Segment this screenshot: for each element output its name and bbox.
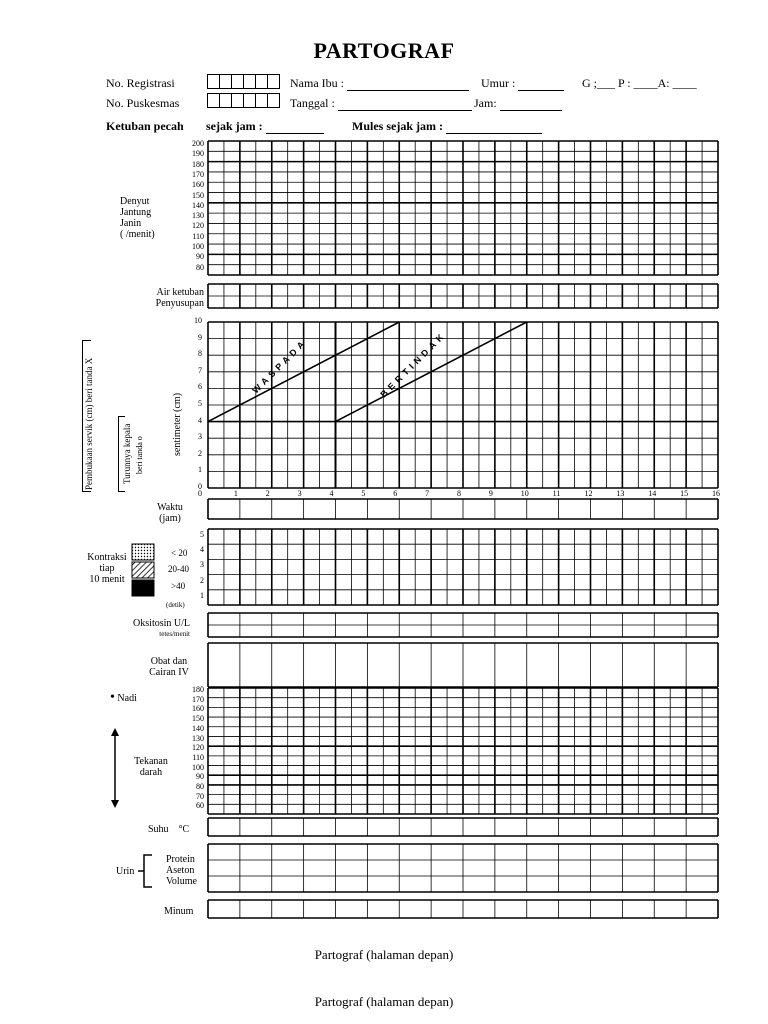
axis-tick: 4: [198, 415, 202, 425]
axis-tick: 140: [192, 723, 204, 733]
axis-tick: 8: [198, 349, 202, 359]
x-tick: 6: [393, 489, 398, 498]
x-tick: 13: [616, 489, 625, 498]
obat-grid[interactable]: [208, 643, 718, 687]
urin-brace: [138, 853, 158, 889]
tekanan-arrow-icon: [109, 728, 121, 808]
axis-tick: 1: [198, 465, 202, 475]
tanggal-field[interactable]: [338, 98, 472, 111]
axis-tick: 90: [196, 772, 204, 782]
urin-label: Urin: [116, 866, 135, 877]
waspada-text: WASPADA: [250, 336, 310, 396]
axis-tick: 190: [192, 149, 204, 159]
axis-tick: 100: [192, 762, 204, 772]
caption-2: Partograf (halaman depan): [314, 994, 454, 1009]
oksitosin-grid[interactable]: [208, 613, 718, 637]
serviks-x-ticks: [208, 489, 718, 499]
air-ketuban-label: Air ketuban Penyusupan: [155, 287, 204, 309]
x-tick: 8: [457, 489, 461, 498]
x-tick: 1: [233, 489, 238, 498]
axis-tick: 80: [196, 262, 204, 272]
axis-tick: 5: [198, 399, 202, 408]
tekanan-grid[interactable]: [208, 688, 718, 814]
axis-tick: 6: [198, 382, 202, 392]
x-tick: 16: [712, 489, 720, 498]
nadi-label: • Nadi: [110, 690, 137, 705]
no-registrasi-label: No. Registrasi: [106, 76, 175, 90]
bertindak-text: BERTINDAK: [378, 329, 449, 400]
x-tick: 15: [680, 489, 689, 498]
no-registrasi-boxes[interactable]: [208, 74, 280, 89]
axis-tick: 2: [198, 448, 202, 458]
jam-field[interactable]: [500, 98, 562, 111]
axis-tick: 3: [200, 560, 204, 570]
sejak-jam-field[interactable]: [266, 121, 324, 134]
x-zero-tick: 0: [198, 489, 202, 498]
axis-tick: 100: [192, 242, 204, 251]
axis-tick: 170: [192, 694, 204, 704]
x-tick: 2: [265, 489, 270, 498]
axis-tick: 60: [196, 801, 204, 811]
djj-label: Denyut Jantung Janin ( /menit): [120, 196, 155, 240]
tekanan-label: Tekanan darah: [134, 756, 168, 778]
axis-tick: 180: [192, 159, 204, 169]
axis-tick: 3: [198, 432, 202, 442]
axis-tick: 0: [198, 482, 202, 491]
axis-tick: 150: [192, 190, 204, 200]
x-tick: 3: [297, 489, 302, 498]
legend-20-40: 20-40: [168, 564, 189, 574]
axis-tick: 150: [192, 714, 204, 724]
suhu-label: Suhu °C: [148, 824, 190, 835]
cm-axis-label: sentimeter (cm): [172, 392, 183, 456]
axis-tick: 110: [192, 752, 204, 762]
suhu-grid[interactable]: [208, 818, 718, 836]
axis-tick: 10: [194, 316, 202, 325]
axis-tick: 90: [196, 252, 204, 262]
kontraksi-grid[interactable]: [208, 529, 718, 605]
ketuban-pecah-label: Ketuban pecah: [106, 119, 184, 133]
axis-tick: 160: [192, 180, 204, 190]
axis-tick: 2: [200, 575, 204, 585]
detik-label: (detik): [166, 601, 185, 609]
tanggal-label: Tanggal :: [290, 96, 335, 110]
x-tick: 9: [488, 489, 493, 498]
page-title: PARTOGRAF: [313, 38, 455, 63]
kontraksi-label: Kontraksi tiap 10 menit: [87, 552, 127, 585]
gpa-field[interactable]: G ;___ P : ____A: ____: [582, 76, 697, 90]
pembukaan-label: Pembukaan servik (cm) beri tanda X: [84, 357, 94, 490]
axis-tick: 4: [200, 545, 204, 555]
axis-tick: 70: [196, 791, 204, 801]
legend-gt40: >40: [171, 581, 186, 591]
jam-label: Jam:: [474, 96, 497, 110]
axis-tick: 130: [192, 733, 204, 743]
axis-tick: 7: [198, 365, 202, 375]
mules-label: Mules sejak jam :: [352, 119, 443, 133]
axis-tick: 80: [196, 782, 204, 791]
turun-sub-label: beri tanda o: [135, 436, 144, 474]
x-tick: 7: [425, 489, 430, 498]
umur-field[interactable]: [518, 78, 564, 91]
axis-tick: 120: [192, 743, 204, 753]
axis-tick: 130: [192, 211, 204, 221]
serviks-grid[interactable]: [208, 322, 718, 488]
oksitosin-label: Oksitosin U/L tetes/menit: [133, 618, 190, 638]
x-tick: 5: [361, 489, 366, 498]
no-puskesmas-label: No. Puskesmas: [106, 96, 180, 110]
urin-grid[interactable]: [208, 844, 718, 892]
no-puskesmas-boxes[interactable]: [208, 93, 280, 108]
x-tick: 12: [584, 489, 593, 498]
axis-tick: 140: [192, 200, 204, 210]
caption-1: Partograf (halaman depan): [314, 947, 454, 962]
minum-label: Minum: [164, 906, 194, 917]
turun-label: Turunnya kepala: [122, 423, 132, 484]
axis-tick: 120: [192, 221, 204, 231]
x-tick: 4: [329, 489, 334, 498]
waktu-label: Waktu (jam): [157, 502, 183, 524]
axis-tick: 5: [200, 530, 204, 539]
axis-tick: 200: [192, 139, 204, 148]
mules-field[interactable]: [446, 121, 542, 134]
axis-tick: 1: [200, 590, 204, 600]
x-tick: 10: [520, 489, 529, 498]
axis-tick: 9: [198, 332, 202, 342]
x-tick: 14: [648, 489, 657, 498]
urin-items: Protein Aseton Volume: [166, 854, 197, 887]
minum-grid[interactable]: [208, 900, 718, 918]
waktu-grid[interactable]: [208, 499, 718, 519]
kontraksi-legend-swatches: [131, 543, 157, 599]
axis-tick: 160: [192, 704, 204, 714]
obat-label: Obat dan Cairan IV: [149, 656, 189, 678]
axis-tick: 170: [192, 169, 204, 179]
sejak-jam-label: sejak jam :: [206, 119, 263, 133]
axis-tick: 110: [192, 231, 204, 241]
air-ketuban-grid[interactable]: [208, 284, 718, 308]
nama-ibu-field[interactable]: [347, 78, 469, 91]
djj-grid[interactable]: [208, 141, 718, 275]
umur-label: Umur :: [481, 76, 516, 90]
x-tick: 11: [552, 489, 561, 498]
nama-ibu-label: Nama Ibu :: [290, 76, 344, 90]
axis-tick: 180: [192, 685, 204, 694]
legend-lt20: < 20: [171, 548, 188, 558]
